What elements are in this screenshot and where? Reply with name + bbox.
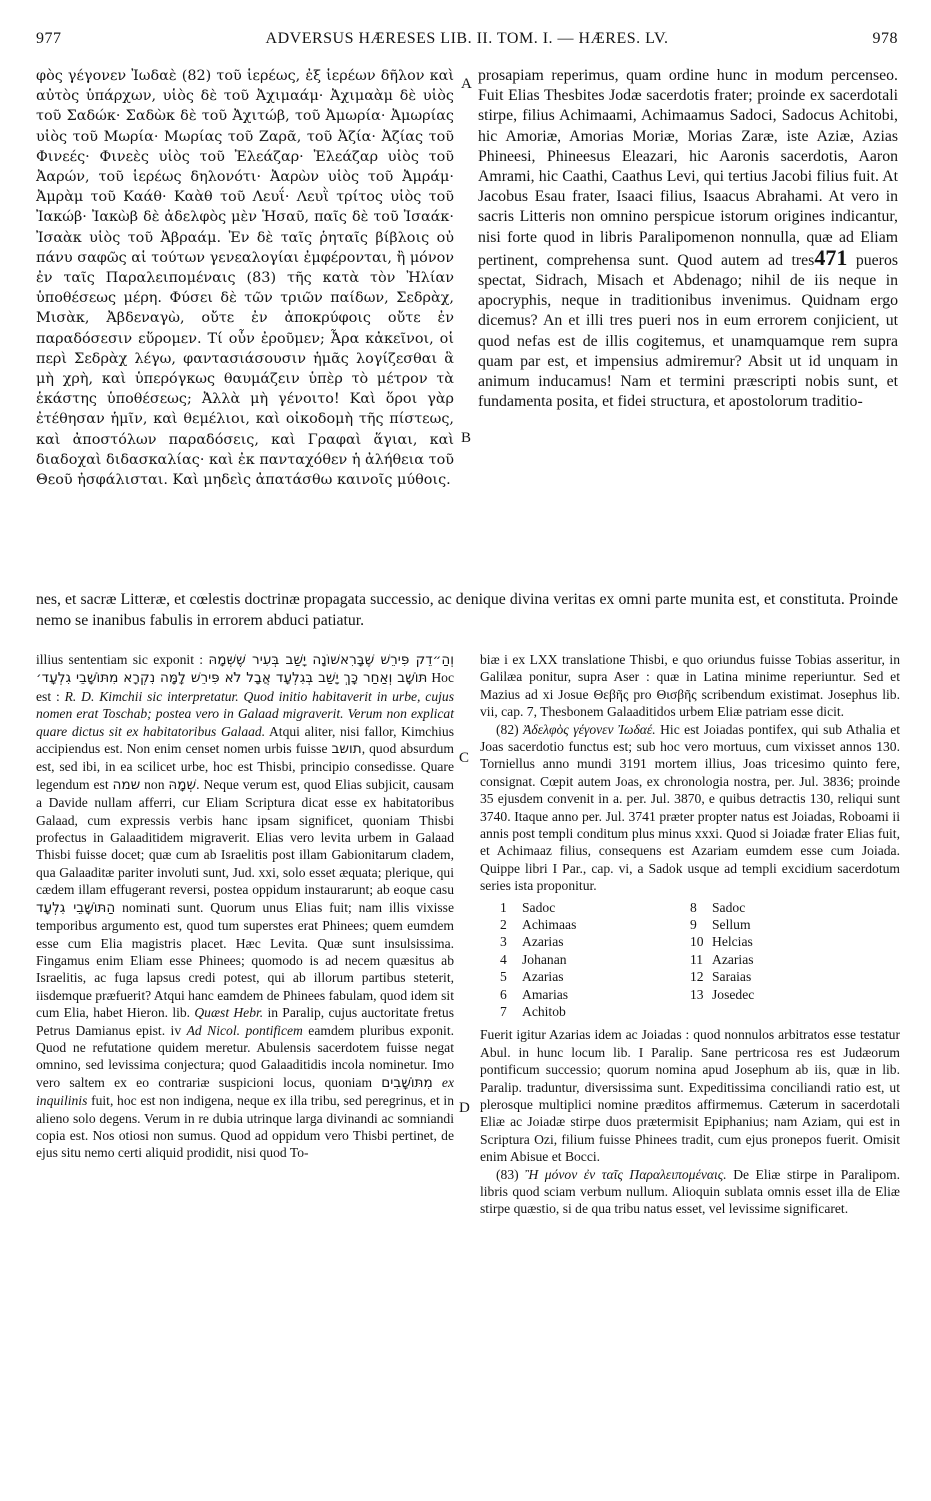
hebrew-word: שְׁמָהּ <box>168 776 197 793</box>
margin-marker-b: B <box>461 430 472 446</box>
hebrew-quote: וְהַ״דֵק פִּירֵשׁ שֶׁבָּרִאשׁוֹנָה יָשַׁב בְּעִיר שֶׁשְּׁמָהּ תּוֹשָׁב וְאַחַר כָּךְ יָשַׁב בְּגִלְעָד אֲבָל לֹא פִּירֵשׁ לָמָּה נִקְרָא מִתּוֹשָׁבֵי גִלְעָד׳ <box>36 652 454 687</box>
note-text: De Eliæ stirpe in Paralipom. libris quod sciam verbum nullum. Alioquin sublata omnis esset illa de Eliæ stirpe quæstio, si de qua tribu natus esset, vel levissime significaret. <box>480 1166 900 1217</box>
note-right-paragraph-1: biæ i ex LXX translatione Thisbi, e quo oriundus fuisse Tobias asseritur, in Galilæa ponitur, supra Aser : quæ in Latina minime reperiuntur. Sed et Mazius ad xi Josue Θεβῆς pro Θισβῆς scribendum existimat. Josephus lib. vii, cap. 7, Thesbonem Galaaditidos urbem Eliæ patriam esse dicit. <box>480 652 900 720</box>
notes-right-column <box>480 651 900 1218</box>
note-left-paragraph <box>36 651 454 1162</box>
note-text: eamdem pluribus exponit. Quod ne refutatione quidem meretur. Abulensis sacerdotem fuisse negat omnino, sed levissima conjectura; quod Galaaditidis incola nominetur. Imo vero saltem ex eo contrariæ suspicioni locus, quoniam <box>36 1022 454 1090</box>
hebrew-word: שמה <box>112 776 141 793</box>
note-text: . Neque verum est, quod Elias subjicit, causam a Davide nullam afferri, cur Eliam Scriptura dicat esse ex habitatoribus Galaad, cum expressis verbis hanc ipsam significet, quoniam Thisbi profectus in Galaaditidem migraverit. Elias vero levita urbem in Galaad Thisbi fuisse docet; quæ cum ab Israelitis post illam Gabionitarum cladem, qua Galaaditæ pariter involuti sunt, Jud. xxi, solo esset æquata; plerique, qui cædem illam effugerant reversi, postea oppidum instaurarunt; ab eoque casu <box>36 776 455 898</box>
note-lemma: Ἢ μόνον ἐν ταῖς Παραλειπομέναις. <box>525 1166 727 1182</box>
hebrew-word: מִתּוֹשָׁבִים <box>381 1074 433 1091</box>
list-item: 3 Azarias <box>500 934 564 950</box>
greek-column <box>36 66 454 490</box>
greek-text: φὸς γέγονεν Ἰωδαὲ (82) τοῦ ἱερέως, ἐξ ἱερέων δῆλον καὶ αὐτὸς ὑπάρχων, υἱὸς δὲ τοῦ Ἀχιμαάμ· Ἀχιμαὰμ δὲ υἱὸς τοῦ Σαδώκ· Σαδὼκ δὲ τοῦ Ἀχιτώβ, τοῦ Ἀμωρία· Ἀμωρίας υἱὸς τοῦ Μωρία· Μωρίας τοῦ Ζαρᾶ, τοῦ Ἀζία· Ἀζίας τοῦ Φινεές· Φινεὲς υἱὸς τοῦ Ἐλεάζαρ· Ἐλεάζαρ υἱὸς τοῦ Ἀαρών, τοῦ ἱερέως δηλονότι· Ἀαρὼν υἱὸς τοῦ Ἀμράμ· Ἀμρὰμ τοῦ Καάθ· Καὰθ τοῦ Λευΐ· Λευῒ τρίτος υἱὸς τοῦ Ἰακώβ· Ἰακὼβ δὲ ἀδελφὸς μὲν Ἡσαῦ, παῖς δὲ τοῦ Ἰσαάκ· Ἰσαὰκ υἱὸς τοῦ Ἀβραάμ. Ἐν δὲ ταῖς ῥηταῖς βίβλοις οὐ πάνυ σαφῶς αἱ τούτων γενεαλογίαι ἐμφέρονται, ἢ μόνον ἐν ταῖς Παραλειπομέναις (83) τῆς κατὰ τὸν Ἠλίαν ὑποθέσεως μέρη. Φύσει δὲ τῶν τριῶν παίδων, Σεδρὰχ, Μισὰκ, Ἀβδεναγὼ, οὔτε ἐν ἀποκρύφοις οὔτε ἐν παραδόσεσιν εὕρομεν. Τί οὖν ἐροῦμεν; Ἆρα κἀκεῖνοι, οἱ περὶ Σεδρὰχ λέγω, φαντασιάσουσιν ἡμᾶς λογίζεσθαι ἃ μὴ χρὴ, καὶ ὑπερόγκως θαυμάζειν ὑπὲρ τὸ μέτρον τὰ ἑκάστης ὑποθέσεως; Ἀλλὰ μὴ γένοιτο! Καὶ ὅροι γὰρ ἐτέθησαν ἡμῖν, καὶ θεμέλιοι, καὶ οἰκοδομὴ τῆς πίστεως, καὶ ἀποστόλων παραδόσεις, καὶ Γραφαὶ ἅγιαι, καὶ διαδοχαὶ διδασκαλίας· καὶ ἐκ πανταχόθεν ἡ ἀλήθεια τοῦ Θεοῦ ἠσφάλισται. Καὶ μηδεὶς ἀπατάσθω καινοῖς μύθοις. <box>36 68 454 489</box>
hebrew-word: הַתּוֹשָׁבֵי גִלְעָד <box>36 899 116 916</box>
note-83 <box>480 1166 900 1218</box>
note-text: fuit, hoc est non indigena, neque ex illa tribu, sed peregrinus, et in alieno solo degens. Verum in re dubia utrinque larga divinandi ac somniandi copia est. Nos otiosi non sumus. Quod ad oppidum vero Thisbi pertinet, de ejus situ nemo certi aliquid prodidit, nisi quod To- <box>36 1093 454 1161</box>
note-text: nominati sunt. Quorum unus Elias fuit; nam illis vixisse temporibus argumento est, quod tum superstes erat Phinees; quem eumdem esse cum Elia magistris placet. Hæc Levita. Quæ sunt insulsissima. Fingamus enim Eliam esse Phinees; quomodo is ad necem quæsitus ab Israelitis, ac fuga lapsus credi potest, qui ab illorum partibus steterit, iisdemque præfuerit? Atqui hanc eamdem de Phinees fabulam, quod idem sit cum Elia, habet Hieron. lib. <box>36 899 454 1021</box>
note-text: Atqui aliter, nisi fallor, Kimchius accipiendus est. Non enim censet nomen urbis fuisse <box>36 723 454 757</box>
list-item: 13 Josedec <box>690 986 755 1002</box>
margin-marker-a: A <box>461 76 472 92</box>
note-82 <box>480 721 900 895</box>
note-italic: R. D. Kimchii sic interpretatur. Quod initio habitaverit in urbe, cujus nomen erat Toschab; postea vero in Galaad migraverit. Verum non explicat quare dictus sit ex habitatoribus Galaad. <box>36 688 454 739</box>
note-right-paragraph-3: Fuerit igitur Azarias idem ac Joiadas : quod nonnulos arbitratos esse testatur Abul. in hunc locum lib. I Paralip. Sane pertricosa res est Judæorum pontificum successio; quorum nomina apud Josephum ab iis, quæ in lib. Paralip. traduntur, diversissima sunt. Expeditissima conciliandi ratio est, ut plerosque multiplici nomine præditos affirmemus. Cæterum in sacerdotali Eliæ ac Joiadæ stirpe duos prætermisit Epiphanius; nam Aziam, qui est in Scriptura Ozi, filium fuisse Phinees tradit, cum ejus pronepos fuerit. Omisit enim Abisue et Bocci. <box>480 1027 900 1165</box>
list-item: 12 Saraias <box>690 969 752 985</box>
note-text: non <box>140 776 169 792</box>
margin-marker-c: C <box>459 750 470 766</box>
full-width-text: nes, et sacræ Litteræ, et cœlestis doctrinæ propagata successio, ac denique divina veritas ex omni parte munita est, et constituta. Proinde nemo se inanibus fabulis in errorem abduci patiatur. <box>36 591 898 629</box>
running-title: ADVERSUS HÆRESES LIB. II. TOM. I. — HÆRES. LV. <box>265 30 669 47</box>
note-lemma: Ἀδελφὸς γέγονεν Ἰωδαέ. <box>523 721 656 737</box>
left-page-number: 977 <box>36 30 62 47</box>
note-italic: Quæst Hebr. <box>194 1005 264 1021</box>
list-item: 10 Helcias <box>690 934 753 950</box>
right-page-number: 978 <box>872 30 898 47</box>
latin-part-1: prosapiam reperimus, quam ordine hunc in modum percenseo. Fuit Elias Thesbites Jodæ sacerdotis frater; proinde ex sacerdotali stirpe, filius Achimaami, Achimaamus Sadoci, Sadocus Achitobi, hic Amoriæ, Amorias Moriæ, Morias Zaræ, iste Aziæ, Azias Phineesi, Phineesus Eleazari, hic Aaronis sacerdotis, Aaron Amrami, hic Caathi, Caathus Levi, qui tertius Jacobi filius fuit. At Jacobus Esau frater, Isaaci filius, Isaacus Abrahami. At vero in sacris Litteris non omnino perspicue istorum origines indicantur, nisi forte quod in libris Paralipomenon nonnulla, quæ ad Eliam pertinent, comprehensa sunt. Quod autem ad tres <box>478 67 898 269</box>
note-text: illius sententiam sic exponit : <box>36 652 209 667</box>
list-item: 11 Azarias <box>690 951 754 967</box>
note-italic: Ad Nicol. pontificem <box>186 1022 303 1038</box>
note-text: Hoc est : <box>36 670 454 704</box>
running-header <box>36 30 898 54</box>
latin-text <box>478 66 898 412</box>
hebrew-word: תושב <box>331 741 362 758</box>
list-item: 1 Sadoc <box>500 899 556 915</box>
note-text: in Paralip, cujus auctoritate fretus Petrus Damianus epist. iv <box>36 1005 454 1038</box>
list-item: 7 Achitob <box>500 1004 566 1020</box>
margin-marker-d: D <box>459 1100 470 1116</box>
priest-list <box>500 899 900 1021</box>
list-item: 4 Johanan <box>500 951 567 967</box>
list-item: 8 Sadoc <box>690 899 746 915</box>
note-number: (82) <box>496 721 524 737</box>
note-text: Hic est Joiadas pontifex, qui sub Athalia et Joas sacerdotio functus est; sub hoc vero mortuus, cum vixisset annos 130. Torniellus anno mundi 3191 mortem illius, Joas tricesimo quinto fere, consignat. Cœpit autem Joas, ex chronologia nostra, per. Jul. 3836; proinde 35 ejusdem convenit in a. per. Jul. 3870, e quibus detractis 130, reliqui sunt 3740. Itaque anno per. Jul. 3741 præter propter natus est Joiadas, Roboami ii annis post templi conditum plus minus xxxi. Quod si Joiadæ frater Elias fuit, et Achimaaz filius, consequens est Azariam eumdem esse cum Joiada. Quippe libri I Par., cap. vi, a Sadok usque ad templi excidium sacerdotum series ista proponitur. <box>480 721 901 894</box>
list-item: 2 Achimaas <box>500 917 577 933</box>
note-number: (83) <box>496 1166 526 1182</box>
list-item: 9 Sellum <box>690 917 751 933</box>
list-item: 5 Azarias <box>500 969 564 985</box>
latin-column <box>478 66 898 412</box>
column-number: 471 <box>814 244 848 270</box>
latin-part-2: pueros spectat, Sidrach, Misach et Abdenago; nihil de iis neque in apocryphis, neque in traditionibus invenimus. Quidnam ergo dicemus? An et illi tres pueri nos in eum errorem conjicient, ut quod nefas est de illis cogitemus, et unamquamque rem supra quam par est, et impensius admiremur? Absit ut id unquam in animum inducamus! Nam et termini præscripti nobis sunt, et fundamenta posita, et fidei structura, et apostolorum traditio- <box>478 251 898 411</box>
notes-left-column <box>36 651 454 1162</box>
note-text: , quod absurdum est, sed ibi, in ea scilicet urbe, hoc est Thisbi, principio consedisse. Quare legendum est <box>36 741 454 792</box>
note-italic: ex inquilinis <box>36 1074 455 1109</box>
full-width-line <box>36 589 898 631</box>
list-item: 6 Amarias <box>500 986 569 1002</box>
